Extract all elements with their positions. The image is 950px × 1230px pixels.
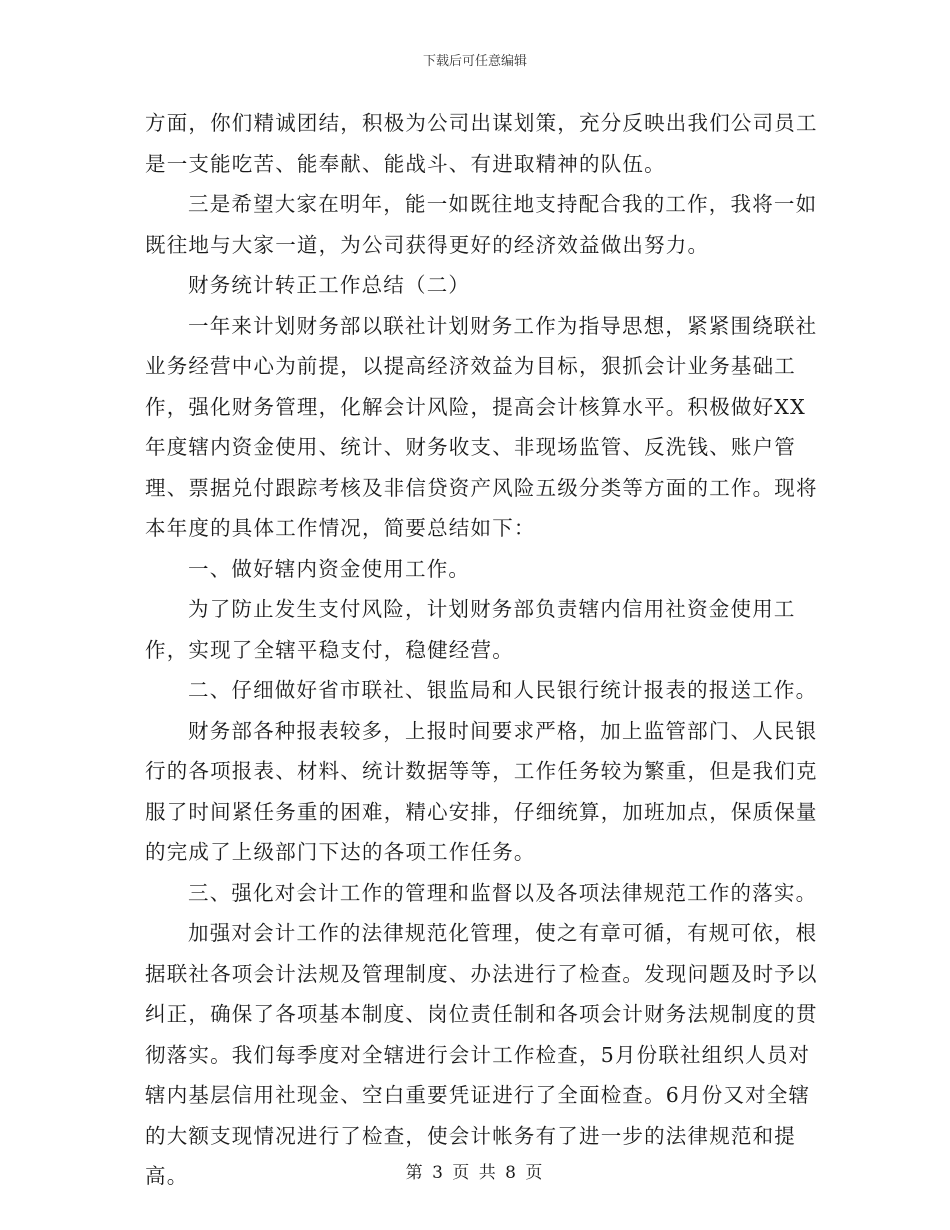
page-footer: 第 3 页 共 8 页: [405, 1163, 545, 1183]
section-heading: 一、做好辖内资金使用工作。: [188, 556, 471, 581]
paragraph: 三是希望大家在明年，能一如既往地支持配合我的工作，我将一如既往地与大家一道，为公司获得更好的经济效益做出努力。: [145, 192, 818, 257]
section-title: 财务统计转正工作总结（二）: [188, 273, 471, 297]
section-heading: 二、仔细做好省市联社、银监局和人民银行统计报表的报送工作。: [188, 678, 818, 702]
paragraph-continuation: 方面，你们精诚团结，积极为公司出谋划策，充分反映出我们公司员工是一支能吃苦、能奉献、能战斗、有进取精神的队伍。: [145, 111, 818, 176]
section-heading: 三、强化对会计工作的管理和监督以及各项法律规范工作的落实。: [188, 880, 818, 905]
paragraph: 一年来计划财务部以联社计划财务工作为指导思想，紧紧围绕联社业务经营中心为前提，以提高经济效益为目标，狠抓会计业务基础工作，强化财务管理，化解会计风险，提高会计核算水平。积极做好XX年度辖内资金使用、统计、财务收支、非现场监管、反洗钱、账户管理、票据兑付跟踪考核及非信贷资产风险五级分类等方面的工作。现将本年度的具体工作情况，简要总结如下：: [145, 313, 818, 540]
paragraph: 加强对会计工作的法律规范化管理，使之有章可循，有规可依，根据联社各项会计法规及管理制度、办法进行了检查。发现问题及时予以纠正，确保了各项基本制度、岗位责任制和各项会计财务法规制度的贯彻落实。我们每季度对全辖进行会计工作检查，5月份联社组织人员对辖内基层信用社现金、空白重要凭证进行了全面检查。6月份又对全辖的大额支现情况进行了检查，使会计帐务有了进一步的法律规范和提高。: [145, 921, 818, 1188]
paragraph: 财务部各种报表较多，上报时间要求严格，加上监管部门、人民银行的各项报表、材料、统计数据等等，工作任务较为繁重，但是我们克服了时间紧任务重的困难，精心安排，仔细统算，加班加点，保质保量的完成了上级部门下达的各项工作任务。: [145, 718, 818, 864]
paragraph: 为了防止发生支付风险，计划财务部负责辖内信用社资金使用工作，实现了全辖平稳支付，稳健经营。: [145, 597, 796, 662]
document-body: [145, 103, 825, 1197]
page-header: 下载后可任意编辑: [422, 54, 527, 69]
